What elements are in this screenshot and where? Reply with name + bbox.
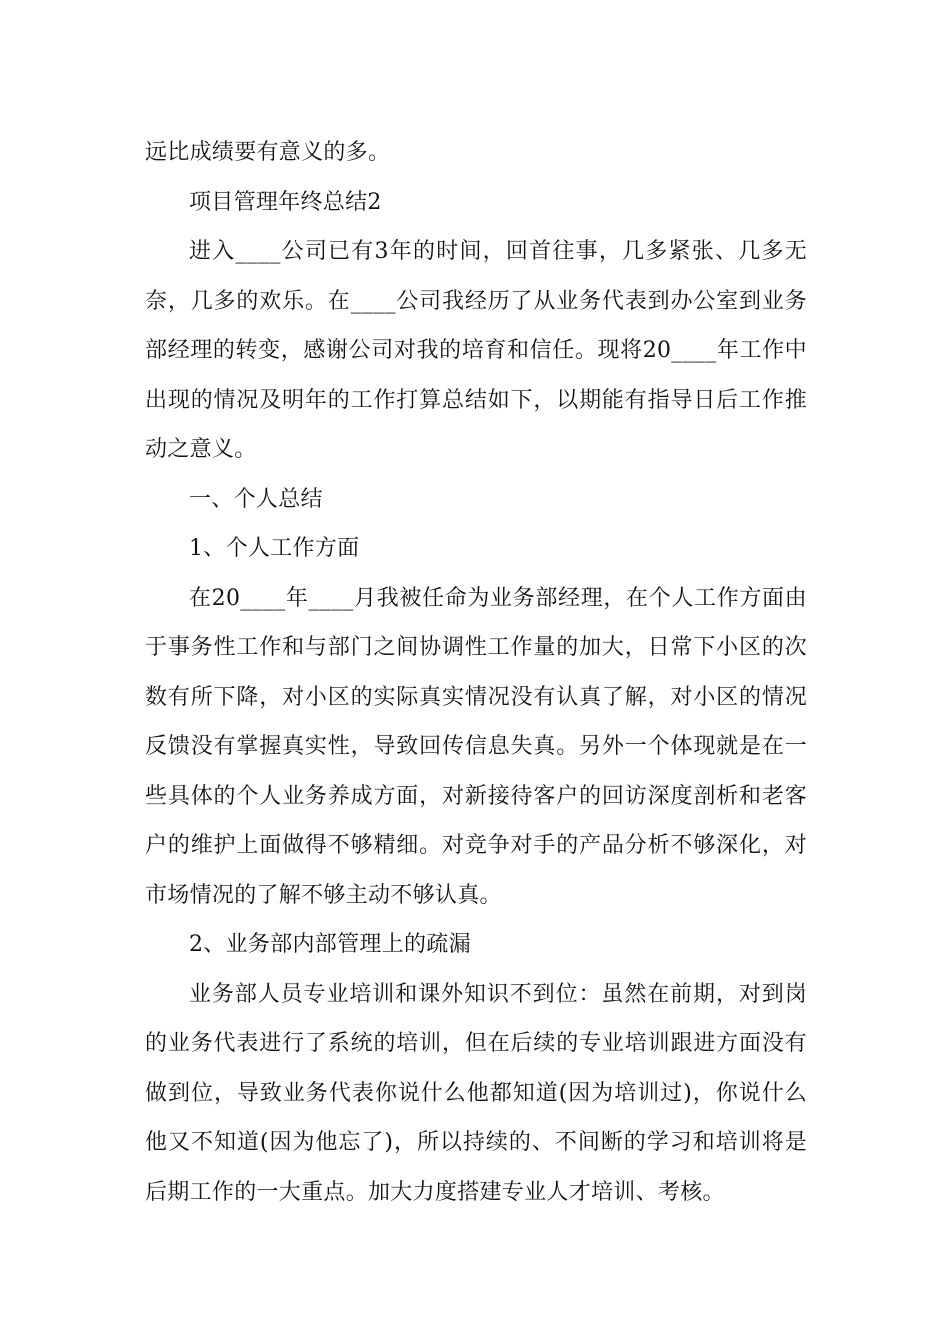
heading-personal-summary: 一、个人总结 [189,486,323,512]
paragraph-personal-work: 在20____年____月我被任命为业务部经理，在个人工作方面由于事务性工作和与部门之间协调性工作量的加大，日常下小区的次数有所下降，对小区的实际真实情况没有认真了解，对小区的情况反馈没有掌握真实性，导致回传信息失真。另外一个体现就是在一些具体的个人业务养成方面，对新接待客户的回访深度剖析和老客户的维护上面做得不够精细。对竞争对手的产品分析不够深化，对市场情况的了解不够主动不够认真。 [145,585,807,908]
subheading-management-gaps: 2、业务部内部管理上的疏漏 [189,932,471,957]
document-body [145,128,807,1217]
subheading-personal-work: 1、个人工作方面 [189,536,360,561]
paragraph-intro: 进入____公司已有3年的时间，回首往事，几多紧张、几多无奈，几多的欢乐。在____公司我经历了从业务代表到办公室到业务部经理的转变，感谢公司对我的培育和信任。现将20____年工作中出现的情况及明年的工作打算总结如下，以期能有指导日后工作推动之意义。 [145,239,807,462]
section-title: 项目管理年终总结2 [189,189,382,215]
paragraph-continuation: 远比成绩要有意义的多。 [145,140,391,165]
paragraph-training: 业务部人员专业培训和课外知识不到位：虽然在前期，对到岗的业务代表进行了系统的培训，但在后续的专业培训跟进方面没有做到位，导致业务代表你说什么他都知道(因为培训过)，你说什么他又不知道(因为他忘了)，所以持续的、不间断的学习和培训将是后期工作的一大重点。加大力度搭建专业人才培训、考核。 [145,981,807,1205]
